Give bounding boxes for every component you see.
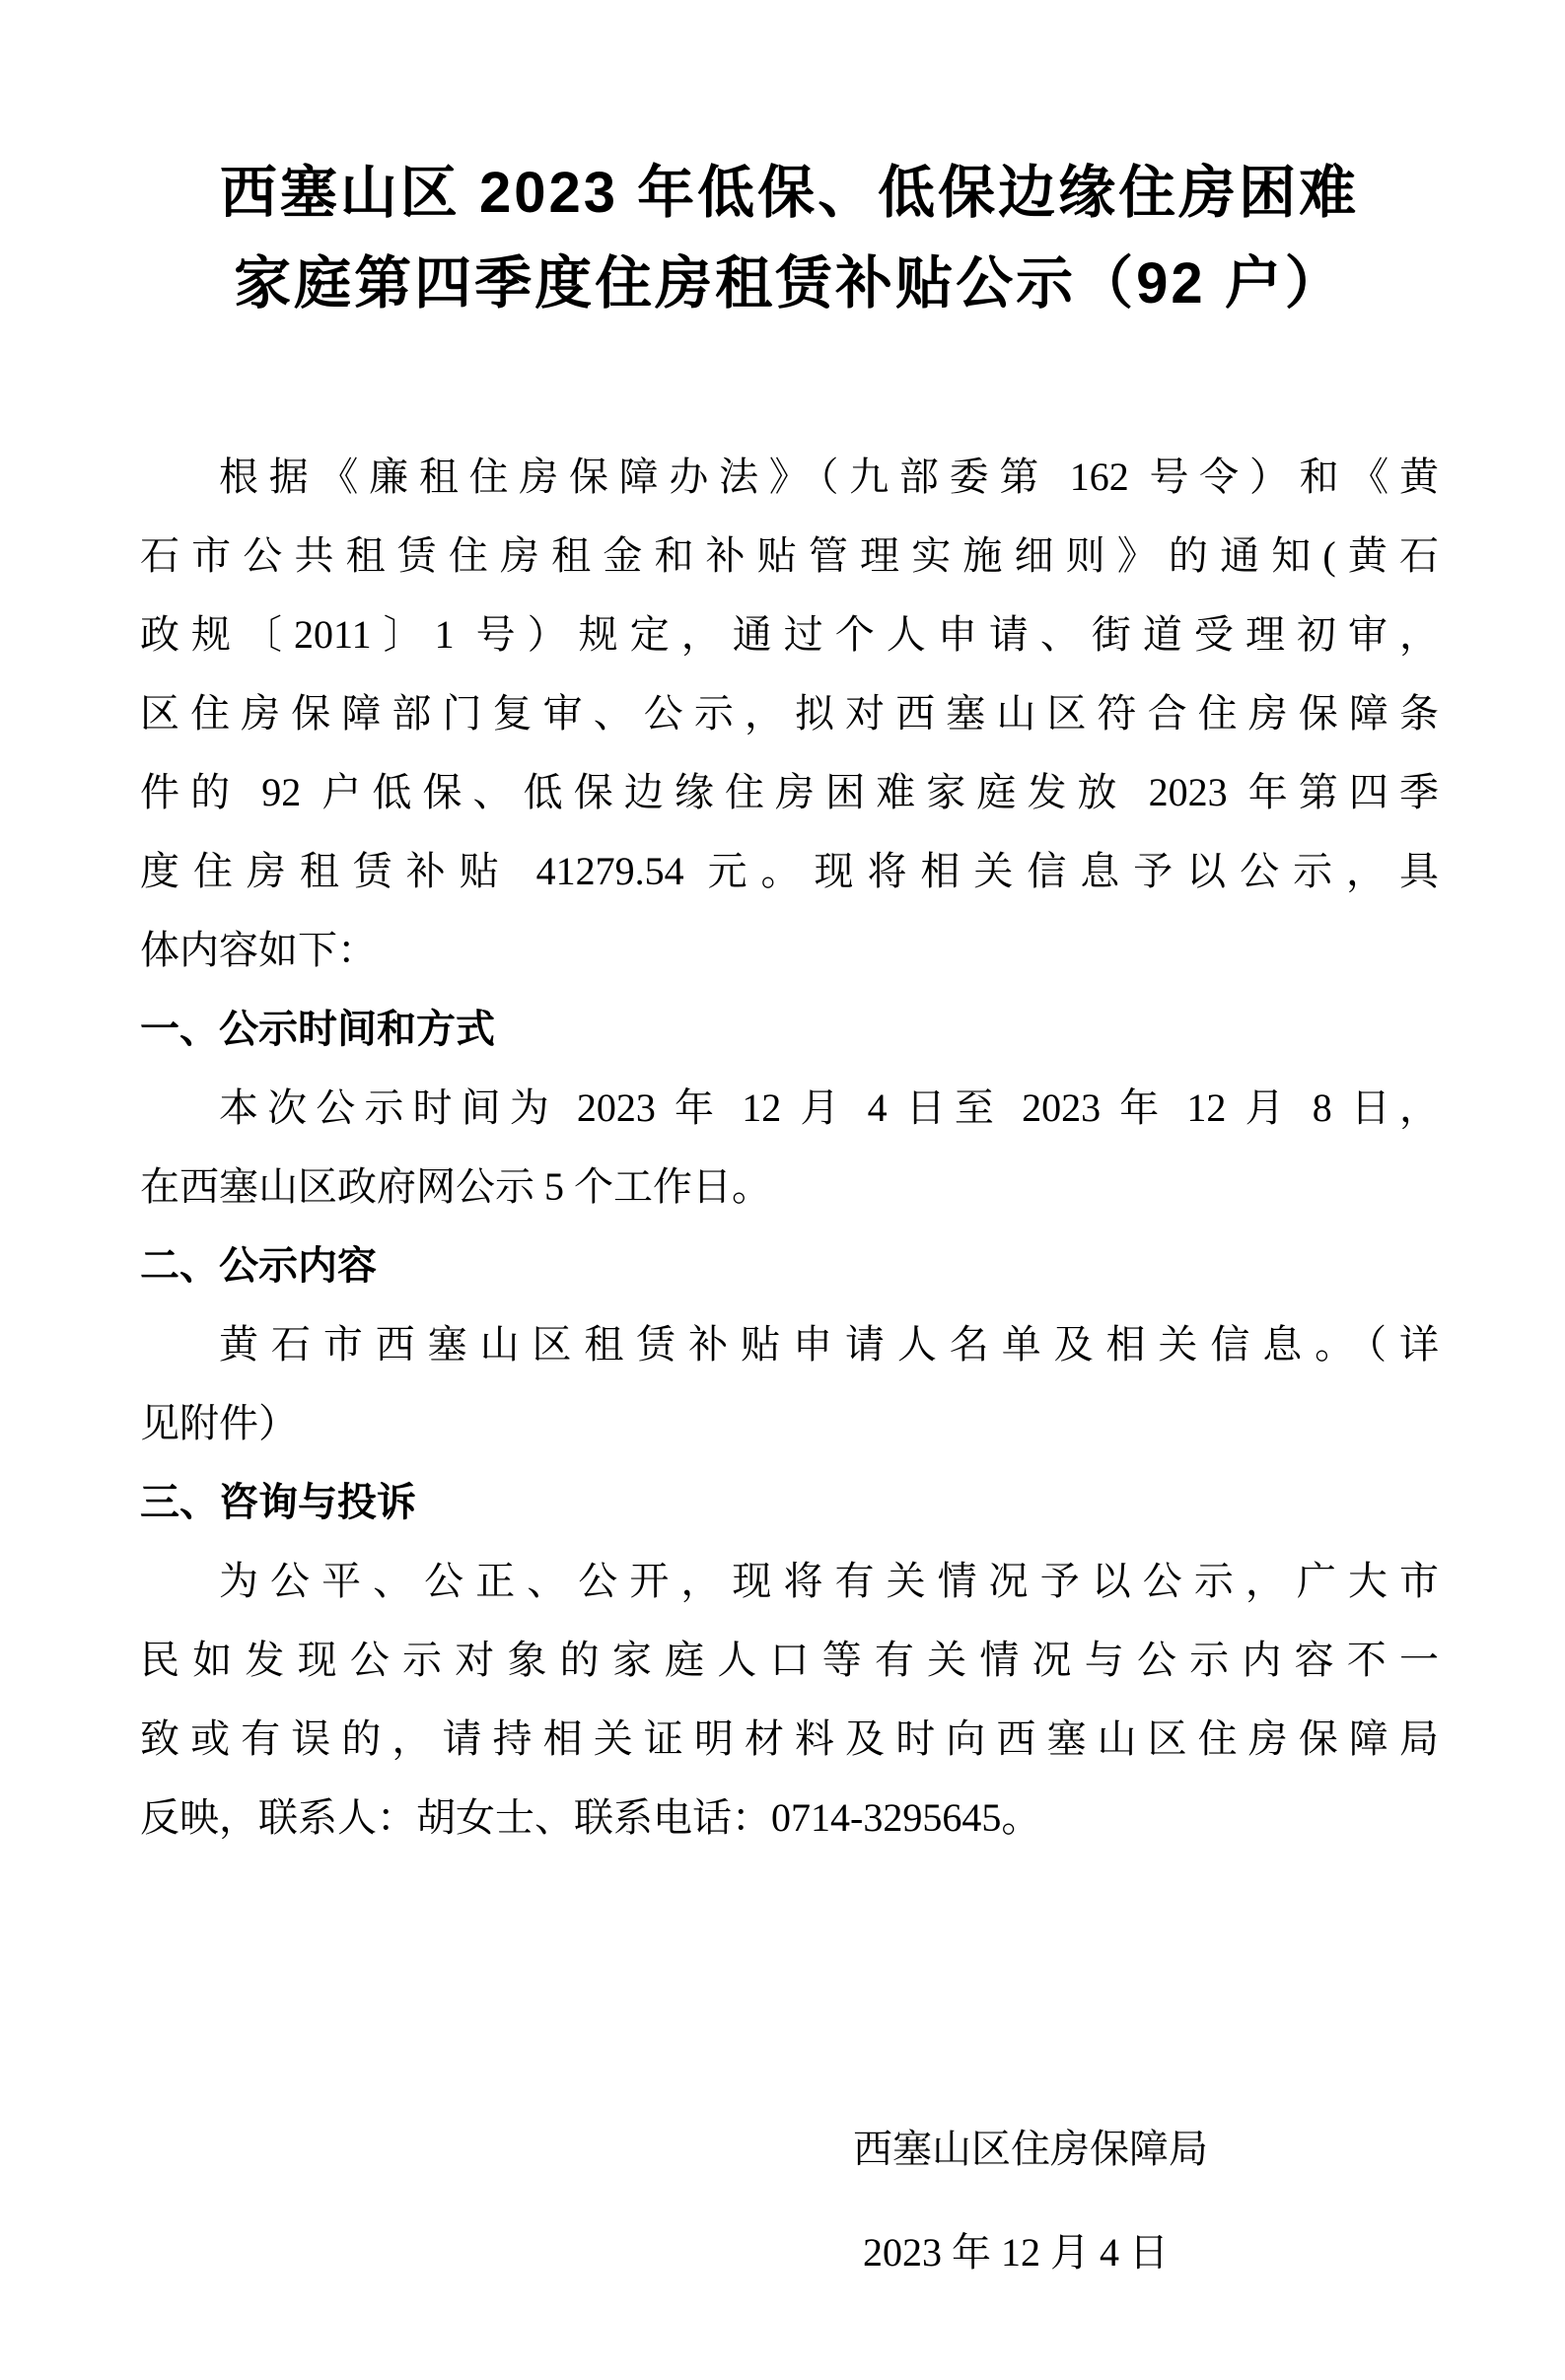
text-line: 体内容如下： [140,928,377,972]
text-line: 致或有误的，请持相关证明材料及时向西塞山区住房保障局 [140,1716,1439,1761]
section-consult-complaint [140,1463,1439,1857]
signature-block [140,2110,1439,2292]
text-line: 为公平、公正、公开，现将有关情况予以公示，广大市 [219,1559,1439,1603]
section-heading-1: 一、公示时间和方式 [140,1007,495,1051]
text-line: 反映，联系人：胡女士、联系电话：0714-3295645。 [140,1795,1041,1840]
text-line: 本次公示时间为 2023 年 12 月 4 日至 2023 年 12 月 8 日， [219,1085,1439,1130]
section-publicity-time [140,990,1439,1226]
text-line: 区住房保障部门复审、公示，拟对西塞山区符合住房保障条 [140,691,1439,735]
text-line: 件的 92 户低保、低保边缘住房困难家庭发放 2023 年第四季 [140,770,1439,814]
text-line: 黄石市西塞山区租赁补贴申请人名单及相关信息。（详 [219,1322,1439,1366]
title-line-1: 西塞山区 2023 年低保、低保边缘住房困难 [219,161,1360,225]
intro-paragraph [140,438,1439,990]
section-publicity-content [140,1226,1439,1463]
text-line: 政规〔2011〕1 号）规定，通过个人申请、街道受理初审， [140,612,1439,657]
title-line-2: 家庭第四季度住房租赁补贴公示（92 户） [234,251,1345,315]
signature-date: 2023 年 12 月 4 日 [863,2230,1169,2275]
text-line: 根据《廉租住房保障办法》（九部委第 162 号令）和《黄 [219,455,1439,499]
section-heading-2: 二、公示内容 [140,1243,377,1288]
text-line: 在西塞山区政府网公示 5 个工作日。 [140,1164,771,1209]
text-line: 石市公共租赁住房租金和补贴管理实施细则》的通知(黄石 [140,533,1439,578]
text-line: 见附件） [140,1401,298,1445]
section-heading-3: 三、咨询与投诉 [140,1480,416,1524]
signature-organization: 西塞山区住房保障局 [853,2127,1208,2171]
text-line: 度住房租赁补贴 41279.54 元。现将相关信息予以公示，具 [140,849,1439,893]
text-line: 民如发现公示对象的家庭人口等有关情况与公示内容不一 [140,1638,1439,1682]
document-title [140,148,1439,329]
